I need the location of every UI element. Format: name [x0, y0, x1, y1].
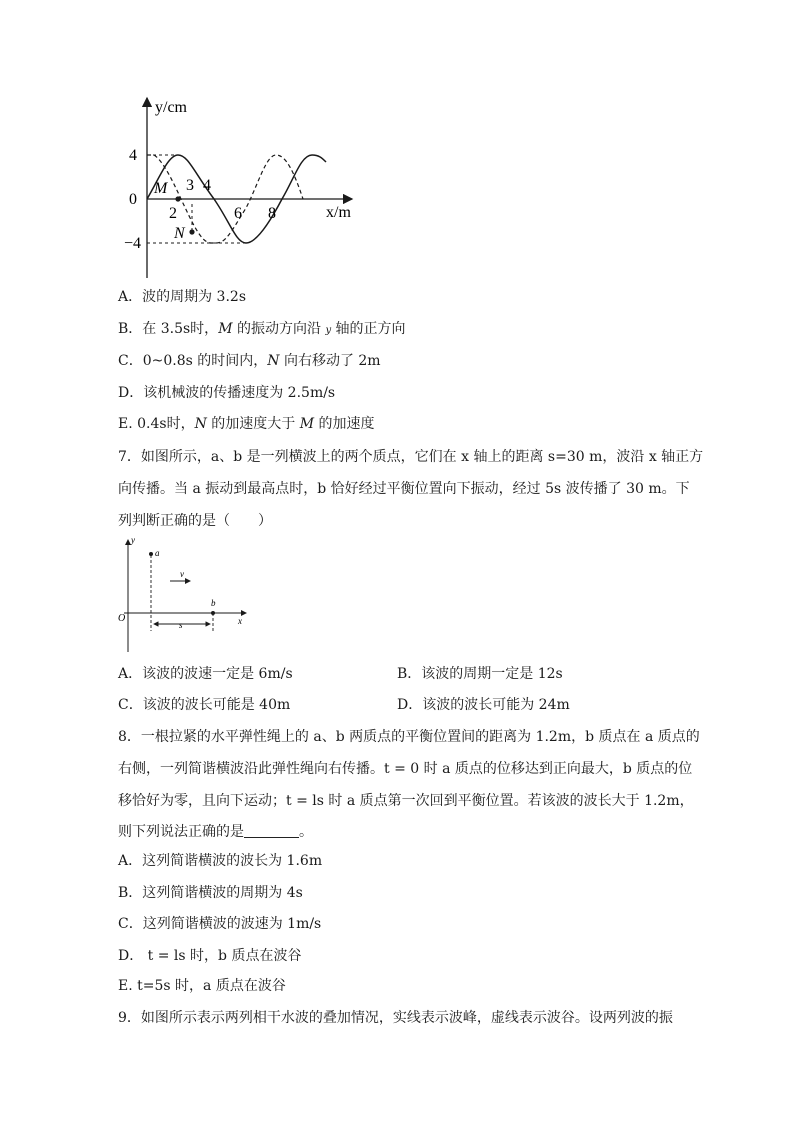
q8-answer-blank[interactable] [244, 823, 299, 838]
x-axis-label: x/m [326, 204, 351, 221]
q6-c-n: N [267, 353, 280, 369]
q7-stem-line2: 向传播。当 a 振动到最高点时，b 恰好经过平衡位置向下振动，经过 5s 波传播了 30 m。下 [118, 481, 690, 497]
q6-c-post: 向右移动了 2m [279, 353, 381, 369]
fig2-point-a [149, 552, 153, 556]
y-axis-label: y/cm [155, 99, 187, 116]
q6-e-post: 的加速度 [314, 416, 375, 432]
q8-stem-line2: 右侧，一列简谐横波沿此弹性绳向右传播。t = 0 时 a 质点的位移达到正向最大，b 质点的位 [118, 761, 693, 777]
q6-option-c [118, 351, 381, 371]
q6-e-n: N [194, 416, 207, 432]
q6-b-y: y [325, 325, 332, 336]
q8-line4-pre: 则下列说法正确的是 [118, 824, 244, 840]
x-tick-4: 4 [203, 177, 211, 194]
x-tick-2: 2 [169, 205, 177, 222]
wave-graph-figure [126, 92, 366, 282]
point-n-label: N [174, 225, 185, 242]
q6-c-pre: C．0~0.8s 的时间内， [118, 353, 268, 369]
q8-option-c: C．这列简谐横波的波速为 1m/s [118, 916, 322, 932]
y-tick-4: 4 [129, 147, 137, 164]
fig2-y-label: y [131, 535, 135, 545]
point-m-dot [175, 196, 180, 201]
point-n-dot [189, 229, 194, 234]
y-tick-neg4: −4 [124, 235, 142, 252]
q7-stem-line1: 7．如图所示，a、b 是一列横波上的两个质点，它们在 x 轴上的距离 s=30 m，波沿 x 轴正方 [118, 449, 704, 465]
q7-option-a: A．该波的波速一定是 6m/s [118, 666, 293, 682]
q9-stem-line1: 9．如图所示表示两列相干水波的叠加情况，实线表示波峰，虚线表示波谷。设两列波的振 [118, 1010, 673, 1026]
ab-wave-figure [114, 534, 254, 656]
q6-b-pre: B．在 3.5s时， [118, 321, 219, 337]
fig2-v-label: v [180, 569, 184, 579]
fig2-x-label: x [238, 616, 242, 626]
fig2-b-label: b [211, 598, 216, 608]
q6-b-m: M [218, 321, 233, 337]
point-m-label: M [154, 180, 168, 197]
q7-stem-line3: 列判断正确的是（ ） [118, 513, 272, 529]
q8-option-a: A．这列简谐横波的波长为 1.6m [118, 853, 323, 869]
fig2-point-b [211, 611, 215, 615]
q8-stem-line4 [118, 822, 313, 842]
q8-stem-line3: 移恰好为零，且向下运动；t = ls 时 a 质点第一次回到平衡位置。若该波的波长大于 1.2m， [118, 793, 694, 809]
q6-e-m: M [299, 416, 315, 432]
x-tick-6: 6 [234, 205, 242, 222]
fig2-a-label: a [155, 548, 160, 558]
y-tick-0: 0 [129, 191, 137, 208]
q8-stem-line1: 8．一根拉紧的水平弹性绳上的 a、b 两质点的平衡位置间的距离为 1.2m，b 质点在 a 质点的 [118, 729, 700, 745]
x-tick-3: 3 [186, 177, 194, 194]
x-tick-8: 8 [268, 205, 276, 222]
q6-option-e [118, 414, 375, 434]
q6-e-mid: 的加速度大于 [206, 416, 300, 432]
q6-e-pre: E. 0.4s时， [118, 416, 195, 432]
q7-option-c: C．该波的波长可能是 40m [118, 697, 291, 713]
q7-option-d: D．该波的波长可能为 24m [397, 697, 570, 713]
fig2-origin-label: O [118, 613, 126, 624]
q8-option-b: B．这列简谐横波的周期为 4s [118, 885, 303, 901]
q6-b-mid: 的振动方向沿 [232, 321, 326, 337]
q8-line4-post: 。 [299, 824, 313, 840]
q8-option-e: E. t=5s 时，a 质点在波谷 [118, 978, 286, 994]
q6-option-b [118, 319, 406, 341]
q6-option-a: A．波的周期为 3.2s [118, 289, 247, 305]
q8-option-d: D． t = ls 时，b 质点在波谷 [118, 948, 302, 964]
q6-b-post: 轴的正方向 [331, 321, 406, 337]
fig2-s-label: s [179, 620, 183, 630]
q6-option-d: D．该机械波的传播速度为 2.5m/s [118, 385, 336, 401]
q7-option-b: B．该波的周期一定是 12s [397, 666, 563, 682]
